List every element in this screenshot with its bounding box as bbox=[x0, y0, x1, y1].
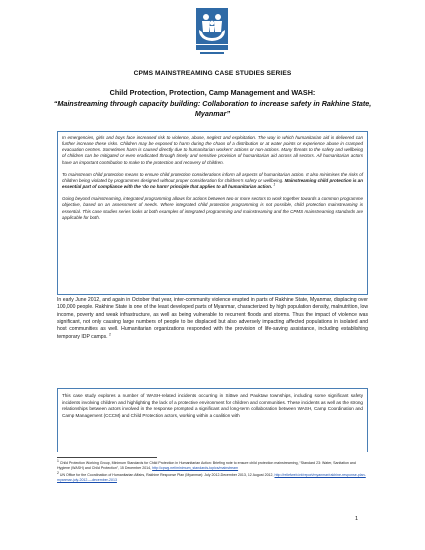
page-number: 1 bbox=[355, 516, 359, 522]
footnote-1-text: Child Protection Working Group, Minimum Standards for Child Protection in Humanitarian Action: Briefing note to ensure child protection mainstreaming, “Standard 23: Water, Sanitation and Hygiene (WASH) and Child Protection”, 15 December 2014, bbox=[57, 461, 356, 471]
footnotes bbox=[57, 461, 368, 485]
case-study-box bbox=[57, 388, 368, 452]
footnote-2-link[interactable]: http://reliefweb.int/report/myanmar/rakhine-response-plan-myanmar-july-2012-—december-2013 bbox=[57, 473, 366, 482]
footnote-2-number: 2 bbox=[57, 470, 59, 475]
series-title: CPMS MAINSTREAMING CASE STUDIES SERIES bbox=[133, 70, 292, 77]
summary-box bbox=[57, 131, 368, 295]
family-hands-logo-icon bbox=[196, 8, 228, 58]
intro-text: In early June 2012, and again in October that year, inter-community violence erupted in parts of Rakhine State, Myanmar, displacing over 100,000 people. Rakhine State is one of the least developed parts of Myanmar, characterized by high population density, malnutrition, low income, poverty and weak infrastructure, as well as being vulnerable to recurrent floods and storms. Thus the impact of violence was significant, not only causing large numbers of people to be displaced but also adversely impacting affected populations in isolated and host communities as well. Humanitarian organizations responded with the provision of life-saving assistance, including establishing temporary IDP camps. bbox=[57, 297, 368, 340]
footnote-1-number: 1 bbox=[57, 459, 59, 463]
summary-paragraph-3: Going beyond mainstreaming, integrated programming allows for actions between two or more sectors to work together towards a common programme objective, based on an assessment of needs. Where integrated child protection programming is not possible, child protection mainstreaming is essential. This case studies series looks at both examples of integrated programming and mainstreaming and the CPMS mainstreaming standards are applicable for both. bbox=[62, 196, 363, 220]
summary-paragraph-2-text: To mainstream child protection means to ensure child protection considerations inform all aspects of humanitarian action. It also minimises the risks of children being violated by programmes designed without proper consideration for children’s safety or wellbeing. bbox=[62, 171, 363, 183]
summary-paragraph-2-bold: Mainstreaming child protection is an essential part of compliance with the ‘do no harm’ principle that applies to all humanitarian action. bbox=[62, 177, 363, 190]
footnote-2 bbox=[57, 470, 368, 483]
intro-paragraph bbox=[57, 297, 368, 341]
footnote-2-text: UN Office for the Coordination of Humanitarian Affairs, Rakhine Response Plan (Myanmar): July 2012-December 2013, 12 August 2012, bbox=[59, 473, 274, 478]
case-title-line1: Child Protection, Protection, Camp Management and WASH: bbox=[109, 88, 316, 97]
summary-paragraph-2 bbox=[62, 172, 363, 190]
footnote-1 bbox=[57, 461, 368, 471]
footnote-ref-1: 1 bbox=[273, 182, 276, 187]
footnote-divider bbox=[57, 457, 157, 458]
case-study-text: This case study explores a number of WASH-related incidents occurring in Sittwe and Pauktaw townships, including some significant safety incidents involving children and highlighting the lack of a protective environment for children and communities. These incidents as well as the strong relationships between actors involved in the response prompted a significant and long-term collaboration between WASH, Camp Coordination and Camp Management (CCCM) and Child Protection actors, working within a coalition with bbox=[62, 393, 363, 418]
footnote-1-link[interactable]: http://cpwg.net/minimum_standards-topics/mainstream bbox=[152, 466, 239, 471]
summary-paragraph-1: In emergencies, girls and boys face increased risk to violence, abuse, neglect and exploitation. The way in which humanitarian aid is delivered can further increase these risks. Children may be exposed to harm during the chaos of a distribution or at water points or experience abuse in cramped evacuation centres. Sometimes harm is caused directly due to humanitarian workers’ actions or non-actions. Many threats to the safety and wellbeing of children can be mitigated or even eradicated through timely and sensitive provision of humanitarian aid across all sectors. All humanitarian actors have an important contribution to make to the protection and recovery of children. bbox=[62, 135, 363, 165]
footnote-ref-2: 2 bbox=[109, 332, 111, 337]
case-title-line2: “Mainstreaming through capacity building: Collaboration to increase safety in Rakhine State, Myanmar” bbox=[53, 99, 372, 118]
